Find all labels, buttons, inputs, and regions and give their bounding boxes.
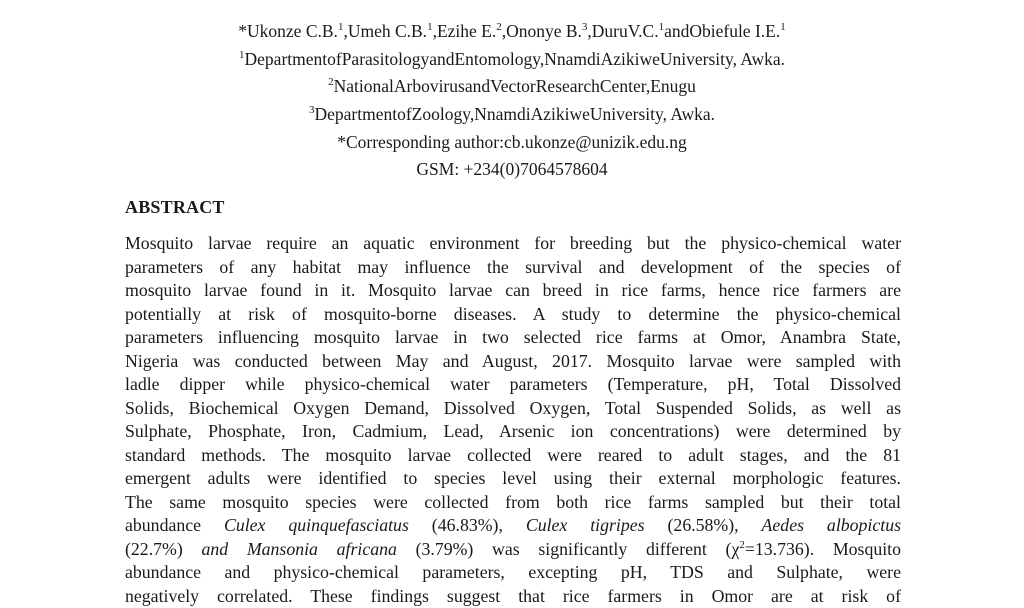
- affiliation-sup: 2: [328, 76, 334, 88]
- author-obiefule: andObiefule I.E.: [664, 21, 780, 41]
- abstract-line: parameters influencing mosquito larvae in two selected rice farms at Omor, Anambra State,: [125, 326, 901, 350]
- corresponding-author: *Corresponding author:cb.ukonze@unizik.edu.ng: [0, 132, 1024, 152]
- abstract-line: Nigeria was conducted between May and August, 2017. Mosquito larvae were sampled with: [125, 350, 901, 374]
- author-sup: 1: [659, 21, 665, 33]
- abstract-line: Solids, Biochemical Oxygen Demand, Dissolved Oxygen, Total Suspended Solids, as well as: [125, 397, 901, 421]
- abstract-line: standard methods. The mosquito larvae collected were reared to adult stages, and the 81: [125, 444, 901, 468]
- author-ezihe: ,Ezihe E.: [433, 21, 497, 41]
- abstract-line-chi: [125, 538, 901, 562]
- affiliation-text: DepartmentofParasitologyandEntomology,NnamdiAzikiweUniversity, Awka.: [245, 49, 785, 69]
- abstract-line: ladle dipper while physico-chemical water parameters (Temperature, pH, Total Dissolved: [125, 373, 901, 397]
- affiliation-1: [0, 49, 1024, 69]
- chi-square-sup: 2: [739, 539, 745, 551]
- author-duru: ,DuruV.C.: [587, 21, 658, 41]
- abstract-heading: ABSTRACT: [125, 197, 225, 218]
- abstract-line-species: [125, 514, 901, 538]
- gsm-number: GSM: +234(0)7064578604: [0, 159, 1024, 179]
- affiliation-sup: 1: [239, 49, 245, 61]
- author-ukonze: *Ukonze C.B.: [238, 21, 338, 41]
- abstract-line: potentially at risk of mosquito-borne diseases. A study to determine the physico-chemical: [125, 303, 901, 327]
- author-sup: 1: [338, 21, 344, 33]
- author-sup: 1: [427, 21, 433, 33]
- author-ononye: ,Ononye B.: [502, 21, 582, 41]
- abstract-line: Sulphate, Phosphate, Iron, Cadmium, Lead, Arsenic ion concentrations) were determined by: [125, 420, 901, 444]
- author-umeh: ,Umeh C.B.: [343, 21, 427, 41]
- abstract-text: abundance: [125, 515, 224, 535]
- abstract-line: parameters of any habitat may influence the survival and development of the species of: [125, 256, 901, 280]
- abstract-text: (3.79%) was significantly different (χ: [397, 539, 739, 559]
- abstract-text: (22.7%): [125, 539, 201, 559]
- species-culex-tigripes: Culex tigripes: [526, 515, 645, 535]
- affiliation-text: DepartmentofZoology,NnamdiAzikiweUniversity, Awka.: [315, 104, 715, 124]
- abstract-text: =13.736). Mosquito: [745, 539, 901, 559]
- abstract-line: Mosquito larvae require an aquatic environment for breeding but the physico-chemical water: [125, 232, 901, 256]
- species-culex-quinquefasciatus: Culex quinquefasciatus: [224, 515, 409, 535]
- affiliation-text: NationalArbovirusandVectorResearchCenter,Enugu: [334, 76, 696, 96]
- affiliation-2: [0, 76, 1024, 96]
- affiliation-3: [0, 104, 1024, 124]
- abstract-line: The same mosquito species were collected from both rice farms sampled but their total: [125, 491, 901, 515]
- affiliation-sup: 3: [309, 104, 315, 116]
- author-sup: 3: [582, 21, 588, 33]
- abstract-line: emergent adults were identified to species level using their external morphologic features.: [125, 467, 901, 491]
- species-aedes-albopictus: Aedes albopictus: [762, 515, 901, 535]
- author-line: [0, 21, 1024, 41]
- species-mansonia-africana: and Mansonia africana: [201, 539, 396, 559]
- abstract-line: mosquito larvae found in it. Mosquito larvae can breed in rice farms, hence rice farmers are: [125, 279, 901, 303]
- abstract-line: abundance and physico-chemical parameters, excepting pH, TDS and Sulphate, were: [125, 561, 901, 585]
- abstract-line: negatively correlated. These findings suggest that rice farmers in Omor are at risk of: [125, 585, 901, 608]
- abstract-text: (26.58%),: [645, 515, 762, 535]
- author-sup: 2: [496, 21, 502, 33]
- author-sup: 1: [780, 21, 786, 33]
- abstract-text: (46.83%),: [409, 515, 526, 535]
